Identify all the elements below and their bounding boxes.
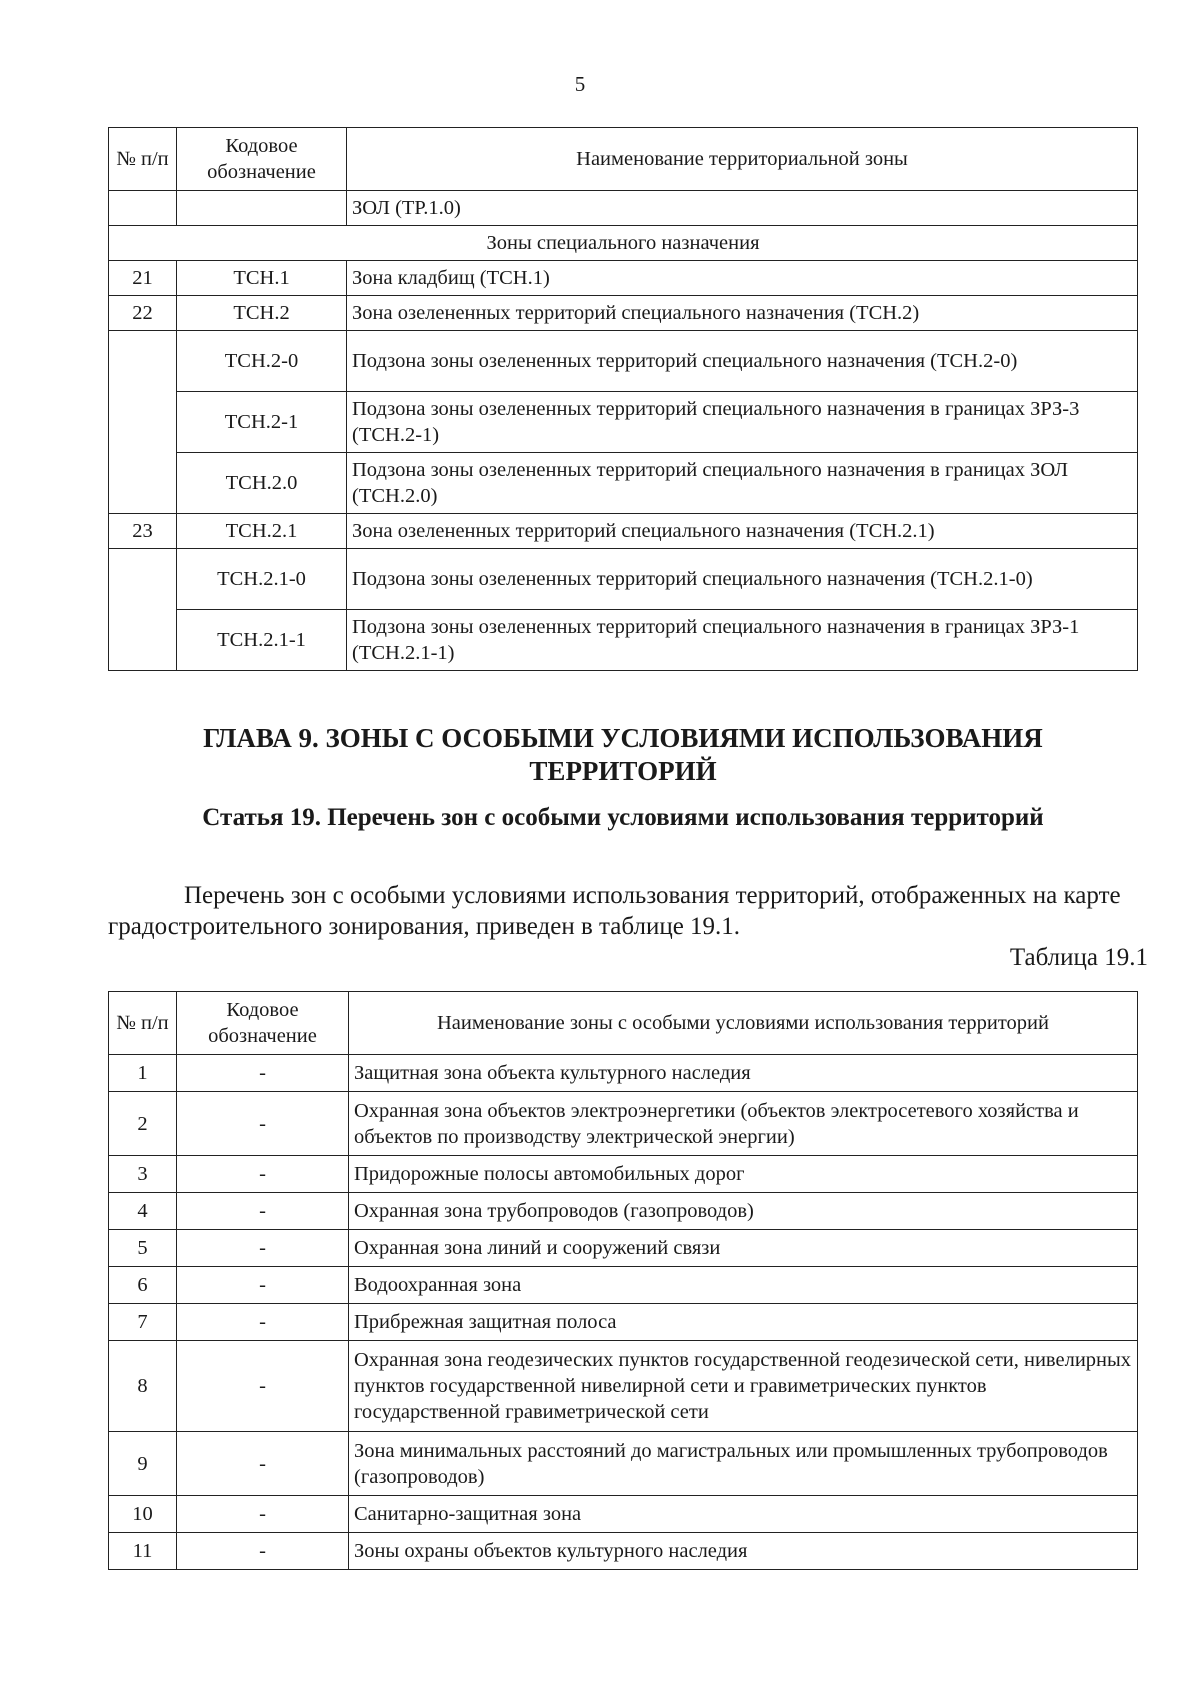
cell-name: Зона минимальных расстояний до магистральных или промышленных трубопроводов (газопроводов): [349, 1432, 1138, 1496]
table-row: [109, 1432, 1138, 1496]
header-name: Наименование зоны с особыми условиями использования территорий: [349, 992, 1138, 1055]
cell-name: Зона озелененных территорий специального назначения (ТСН.2): [347, 296, 1138, 331]
cell-num: [109, 331, 177, 514]
chapter-title: ГЛАВА 9. ЗОНЫ С ОСОБЫМИ УСЛОВИЯМИ ИСПОЛЬЗОВАНИЯ ТЕРРИТОРИЙ: [203, 723, 1043, 786]
article-title: Статья 19. Перечень зон с особыми условиями использования территорий: [202, 804, 1044, 831]
cell-code: ТСН.1: [177, 261, 347, 296]
cell-code: -: [177, 1267, 349, 1304]
cell-num: 21: [109, 261, 177, 296]
cell-num: 10: [109, 1496, 177, 1533]
table-row: [109, 331, 1138, 392]
table-row: [109, 1092, 1138, 1156]
cell-code: -: [177, 1092, 349, 1156]
cell-code: -: [177, 1193, 349, 1230]
table-row: [109, 610, 1138, 671]
cell-name: Подзона зоны озелененных территорий специального назначения в границах ЗРЗ-1 (ТСН.2.1-1): [347, 610, 1138, 671]
cell-num: 22: [109, 296, 177, 331]
cell-num: 8: [109, 1341, 177, 1432]
table-row: [109, 1533, 1138, 1570]
cell-code: [177, 191, 347, 226]
cell-name: Водоохранная зона: [349, 1267, 1138, 1304]
cell-num: 2: [109, 1092, 177, 1156]
cell-name: Защитная зона объекта культурного наследия: [349, 1055, 1138, 1092]
cell-code: -: [177, 1055, 349, 1092]
cell-name: Зона озелененных территорий специального назначения (ТСН.2.1): [347, 514, 1138, 549]
section-title: Зоны специального назначения: [109, 226, 1138, 261]
cell-code: -: [177, 1230, 349, 1267]
table-row: [109, 261, 1138, 296]
header-num: № п/п: [109, 128, 177, 191]
cell-name: Подзона зоны озелененных территорий специального назначения (ТСН.2.1-0): [347, 549, 1138, 610]
cell-code: ТСН.2.1: [177, 514, 347, 549]
cell-name: Охранная зона трубопроводов (газопроводов): [349, 1193, 1138, 1230]
cell-name: Зоны охраны объектов культурного наследия: [349, 1533, 1138, 1570]
cell-num: 9: [109, 1432, 177, 1496]
cell-num: [109, 549, 177, 671]
cell-code: ТСН.2-0: [177, 331, 347, 392]
cell-code: ТСН.2: [177, 296, 347, 331]
cell-num: 5: [109, 1230, 177, 1267]
cell-code: -: [177, 1533, 349, 1570]
cell-code: ТСН.2-1: [177, 392, 347, 453]
cell-name: Подзона зоны озелененных территорий специального назначения в границах ЗРЗ-3 (ТСН.2-1): [347, 392, 1138, 453]
territorial-zones-table: [108, 127, 1138, 671]
intro-paragraph: Перечень зон с особыми условиями использования территорий, отображенных на карте градостроительного зонирования, приведен в таблице 19.1.: [108, 882, 1121, 940]
table-header-row: [109, 992, 1138, 1055]
table-header-row: [109, 128, 1138, 191]
header-num: № п/п: [109, 992, 177, 1055]
cell-code: -: [177, 1496, 349, 1533]
section-row: [109, 226, 1138, 261]
table-row: [109, 514, 1138, 549]
table-row: [109, 1230, 1138, 1267]
table-row: [109, 1341, 1138, 1432]
cell-code: -: [177, 1341, 349, 1432]
table-row: [109, 392, 1138, 453]
cell-num: 1: [109, 1055, 177, 1092]
table-row: [109, 549, 1138, 610]
table-row: [109, 296, 1138, 331]
cell-num: 6: [109, 1267, 177, 1304]
cell-name: Прибрежная защитная полоса: [349, 1304, 1138, 1341]
page-number: 5: [574, 72, 586, 96]
cell-num: 23: [109, 514, 177, 549]
table-row: [109, 453, 1138, 514]
cell-name: Зона кладбищ (ТСН.1): [347, 261, 1138, 296]
cell-num: 4: [109, 1193, 177, 1230]
cell-name: ЗОЛ (ТР.1.0): [347, 191, 1138, 226]
cell-num: 7: [109, 1304, 177, 1341]
table-row: [109, 1055, 1138, 1092]
header-name: Наименование территориальной зоны: [347, 128, 1138, 191]
table-row: [109, 1193, 1138, 1230]
table-row: [109, 1267, 1138, 1304]
table-row: [109, 1304, 1138, 1341]
special-conditions-zones-table: [108, 991, 1138, 1570]
cell-code: -: [177, 1156, 349, 1193]
table-row: [109, 191, 1138, 226]
cell-code: ТСН.2.0: [177, 453, 347, 514]
table-row: [109, 1496, 1138, 1533]
cell-name: Придорожные полосы автомобильных дорог: [349, 1156, 1138, 1193]
cell-name: Охранная зона объектов электроэнергетики (объектов электросетевого хозяйства и объектов по производству электрической энергии): [349, 1092, 1138, 1156]
cell-num: 11: [109, 1533, 177, 1570]
cell-code: ТСН.2.1-0: [177, 549, 347, 610]
cell-name: Подзона зоны озелененных территорий специального назначения (ТСН.2-0): [347, 331, 1138, 392]
cell-num: [109, 191, 177, 226]
cell-name: Охранная зона линий и сооружений связи: [349, 1230, 1138, 1267]
header-code: Кодовое обозначение: [177, 128, 347, 191]
table-caption: Таблица 19.1: [1009, 944, 1148, 971]
cell-name: Подзона зоны озелененных территорий специального назначения в границах ЗОЛ (ТСН.2.0): [347, 453, 1138, 514]
cell-name: Санитарно-защитная зона: [349, 1496, 1138, 1533]
cell-code: ТСН.2.1-1: [177, 610, 347, 671]
cell-code: -: [177, 1432, 349, 1496]
cell-name: Охранная зона геодезических пунктов государственной геодезической сети, нивелирных пунктов государственной нивелирной сети и гравиметрических пунктов государственной гравиметрической сети: [349, 1341, 1138, 1432]
cell-code: -: [177, 1304, 349, 1341]
cell-num: 3: [109, 1156, 177, 1193]
header-code: Кодовое обозначение: [177, 992, 349, 1055]
table-row: [109, 1156, 1138, 1193]
